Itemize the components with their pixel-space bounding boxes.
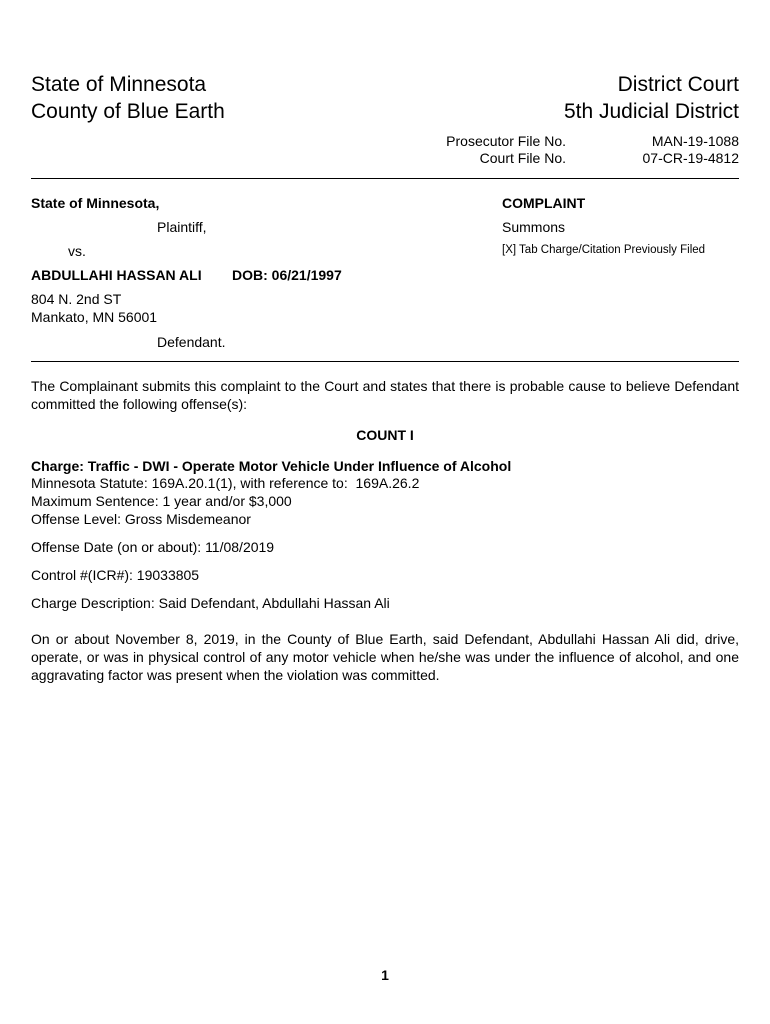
defendant-address-line1: 804 N. 2nd ST [31,291,122,307]
versus: vs. [68,243,86,259]
control-number-line: Control #(ICR#): 19033805 [31,567,200,583]
court-file-value: 07-CR-19-4812 [642,150,739,166]
plaintiff-name: State of Minnesota, [31,195,160,211]
max-sentence-line: Maximum Sentence: 1 year and/or $3,000 [31,493,292,509]
intro-paragraph: The Complainant submits this complaint to the Court and states that there is probable cause to believe Defendant committed the following offense(s): [31,378,739,412]
charge-line: Charge: Traffic - DWI - Operate Motor Vehicle Under Influence of Alcohol [31,458,512,474]
tab-charge-note: [X] Tab Charge/Citation Previously Filed [502,244,706,256]
header-district: 5th Judicial District [563,100,739,123]
header-state: State of Minnesota [31,73,207,96]
court-file-label: Court File No. [479,150,566,166]
defendant-address-line2: Mankato, MN 56001 [31,309,158,325]
defendant-role: Defendant. [157,334,226,350]
header-court: District Court [617,73,739,96]
defendant-dob: DOB: 06/21/1997 [232,267,342,283]
prosecutor-file-value: MAN-19-1088 [651,133,739,149]
divider-caption [31,361,739,362]
offense-level-line: Offense Level: Gross Misdemeanor [31,511,251,527]
defendant-name: ABDULLAHI HASSAN ALI [31,267,202,283]
plaintiff-role: Plaintiff, [157,219,207,235]
count-title: COUNT I [356,427,414,443]
charge-description-line: Charge Description: Said Defendant, Abdullahi Hassan Ali [31,595,390,611]
header-county: County of Blue Earth [31,100,225,123]
page-number: 1 [381,967,389,983]
summons-label: Summons [502,219,566,235]
prosecutor-file-label: Prosecutor File No. [446,133,566,149]
document-type: COMPLAINT [502,195,586,211]
divider-top [31,178,739,179]
statute-line: Minnesota Statute: 169A.20.1(1), with reference to: 169A.26.2 [31,475,420,491]
offense-date-line: Offense Date (on or about): 11/08/2019 [31,539,275,555]
narrative-paragraph: On or about November 8, 2019, in the County of Blue Earth, said Defendant, Abdullahi Hassan Ali did, drive, operate, or was in physical control of any motor vehicle when he/she was under the influence of alcohol, and one aggravating factor was present when the violation was committed. [31,631,739,683]
